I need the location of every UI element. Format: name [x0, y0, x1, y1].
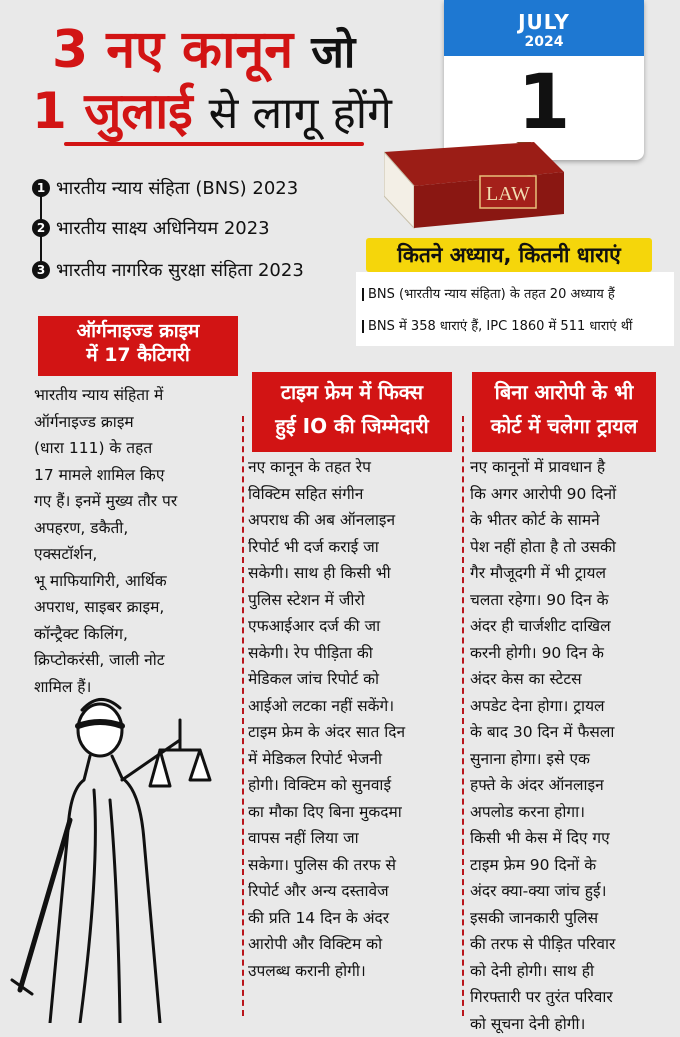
law-name: भारतीय साक्ष्य अधिनियम 2023 [56, 218, 270, 239]
law-item [32, 176, 298, 200]
headline-underline [64, 142, 364, 146]
calendar-graphic [444, 0, 644, 160]
section-heading-time-frame: टाइम फ्रेम में फिक्स हुई IO की जिम्मेदारी [252, 372, 452, 452]
law-book-illustration [384, 142, 584, 232]
chapters-heading: कितने अध्याय, कितनी धाराएं [366, 238, 652, 272]
column-divider [462, 416, 464, 1016]
headline-line-2 [32, 82, 392, 140]
law-item [32, 258, 304, 282]
law-number: 2 [32, 219, 50, 237]
law-name: भारतीय नागरिक सुरक्षा संहिता 2023 [56, 260, 304, 281]
headline-black-part-2: से लागू होंगे [208, 88, 392, 139]
headline-red-part-1: 3 नए कानून [52, 20, 294, 80]
section-body-time-frame: नए कानून के तहत रेप विक्टिम सहित संगीन अपराध की अब ऑनलाइन रिपोर्ट भी दर्ज कराई जा सकेगी। साथ ही किसी भी पुलिस स्टेशन में जीरो एफआईआर दर्ज की जा सकेगी। रेप पीड़िता की मेडिकल जांच रिपोर्ट को आईओ लटका नहीं सकेंगे। टाइम फ्रेम के अंदर सात दिन में मेडिकल रिपोर्ट भेजनी होगी। विक्टिम को सुनवाई का मौका दिए बिना मुकदमा वापस नहीं लिया जा सकेगा। पुलिस की तरफ से रिपोर्ट और अन्य दस्तावेज की प्रति 14 दिन के अंदर आरोपी और विक्टिम को उपलब्ध करानी होगी। [248, 458, 406, 980]
law-name: भारतीय न्याय संहिता (BNS) 2023 [56, 178, 299, 199]
law-item [32, 216, 270, 240]
chapters-line: BNS (भारतीय न्याय संहिता) के तहत 20 अध्याय हैं [362, 284, 615, 302]
section-body-organized-crime: भारतीय न्याय संहिता में ऑर्गनाइज्ड क्राइम (धारा 111) के तहत 17 मामले शामिल किए गए हैं। इनमें मुख्य तौर पर अपहरण, डकैती, एक्सटॉर्शन, भू माफियागिरी, आर्थिक अपराध, साइबर क्राइम, कॉन्ट्रैक्ट किलिंग, क्रिप्टोकरंसी, जाली नोट शामिल हैं। [34, 386, 178, 696]
chapters-line: BNS में 358 धाराएं हैं, IPC 1860 में 511 धाराएं थीं [362, 316, 632, 334]
section-body-trial-without-accused: नए कानूनों में प्रावधान है कि अगर आरोपी 90 दिनों के भीतर कोर्ट के सामने पेश नहीं होता है तो उसकी गैर मौजूदगी में भी ट्रायल चलता रहेगा। 90 दिन के अंदर ही चार्जशीट दाखिल करनी होगी। 90 दिन के अंदर केस का स्टेटस अपडेट देना होगा। ट्रायल के बाद 30 दिन में फैसला सुनाना होगा। इसे एक हफ्ते के अंदर ऑनलाइन अपलोड करना होगा। किसी भी केस में दिए गए टाइम फ्रेम 90 दिनों के अंदर क्या-क्या जांच हुई। इसकी जानकारी पुलिस की तरफ से पीड़ित परिवार को देनी होगी। साथ ही गिरफ्तारी पर तुरंत परिवार को सूचना देनी होगी। [470, 458, 617, 1033]
chapters-box [356, 272, 674, 346]
calendar-day: 1 [517, 57, 571, 146]
law-number: 3 [32, 261, 50, 279]
law-number: 1 [32, 179, 50, 197]
book-label: LAW [486, 183, 530, 205]
headline-black-part-1: जो [311, 27, 356, 78]
headline-red-part-2: 1 जुलाई [32, 82, 193, 140]
section-heading-trial-without-accused: बिना आरोपी के भी कोर्ट में चलेगा ट्रायल [472, 372, 656, 452]
calendar-year: 2024 [524, 34, 564, 50]
headline-line-1 [52, 20, 356, 80]
calendar-header [444, 0, 644, 56]
lady-justice-icon [10, 690, 250, 1023]
calendar-month: JULY [518, 10, 570, 34]
section-heading-organized-crime: ऑर्गनाइज्ड क्राइम में 17 कैटिगरी [38, 316, 238, 376]
